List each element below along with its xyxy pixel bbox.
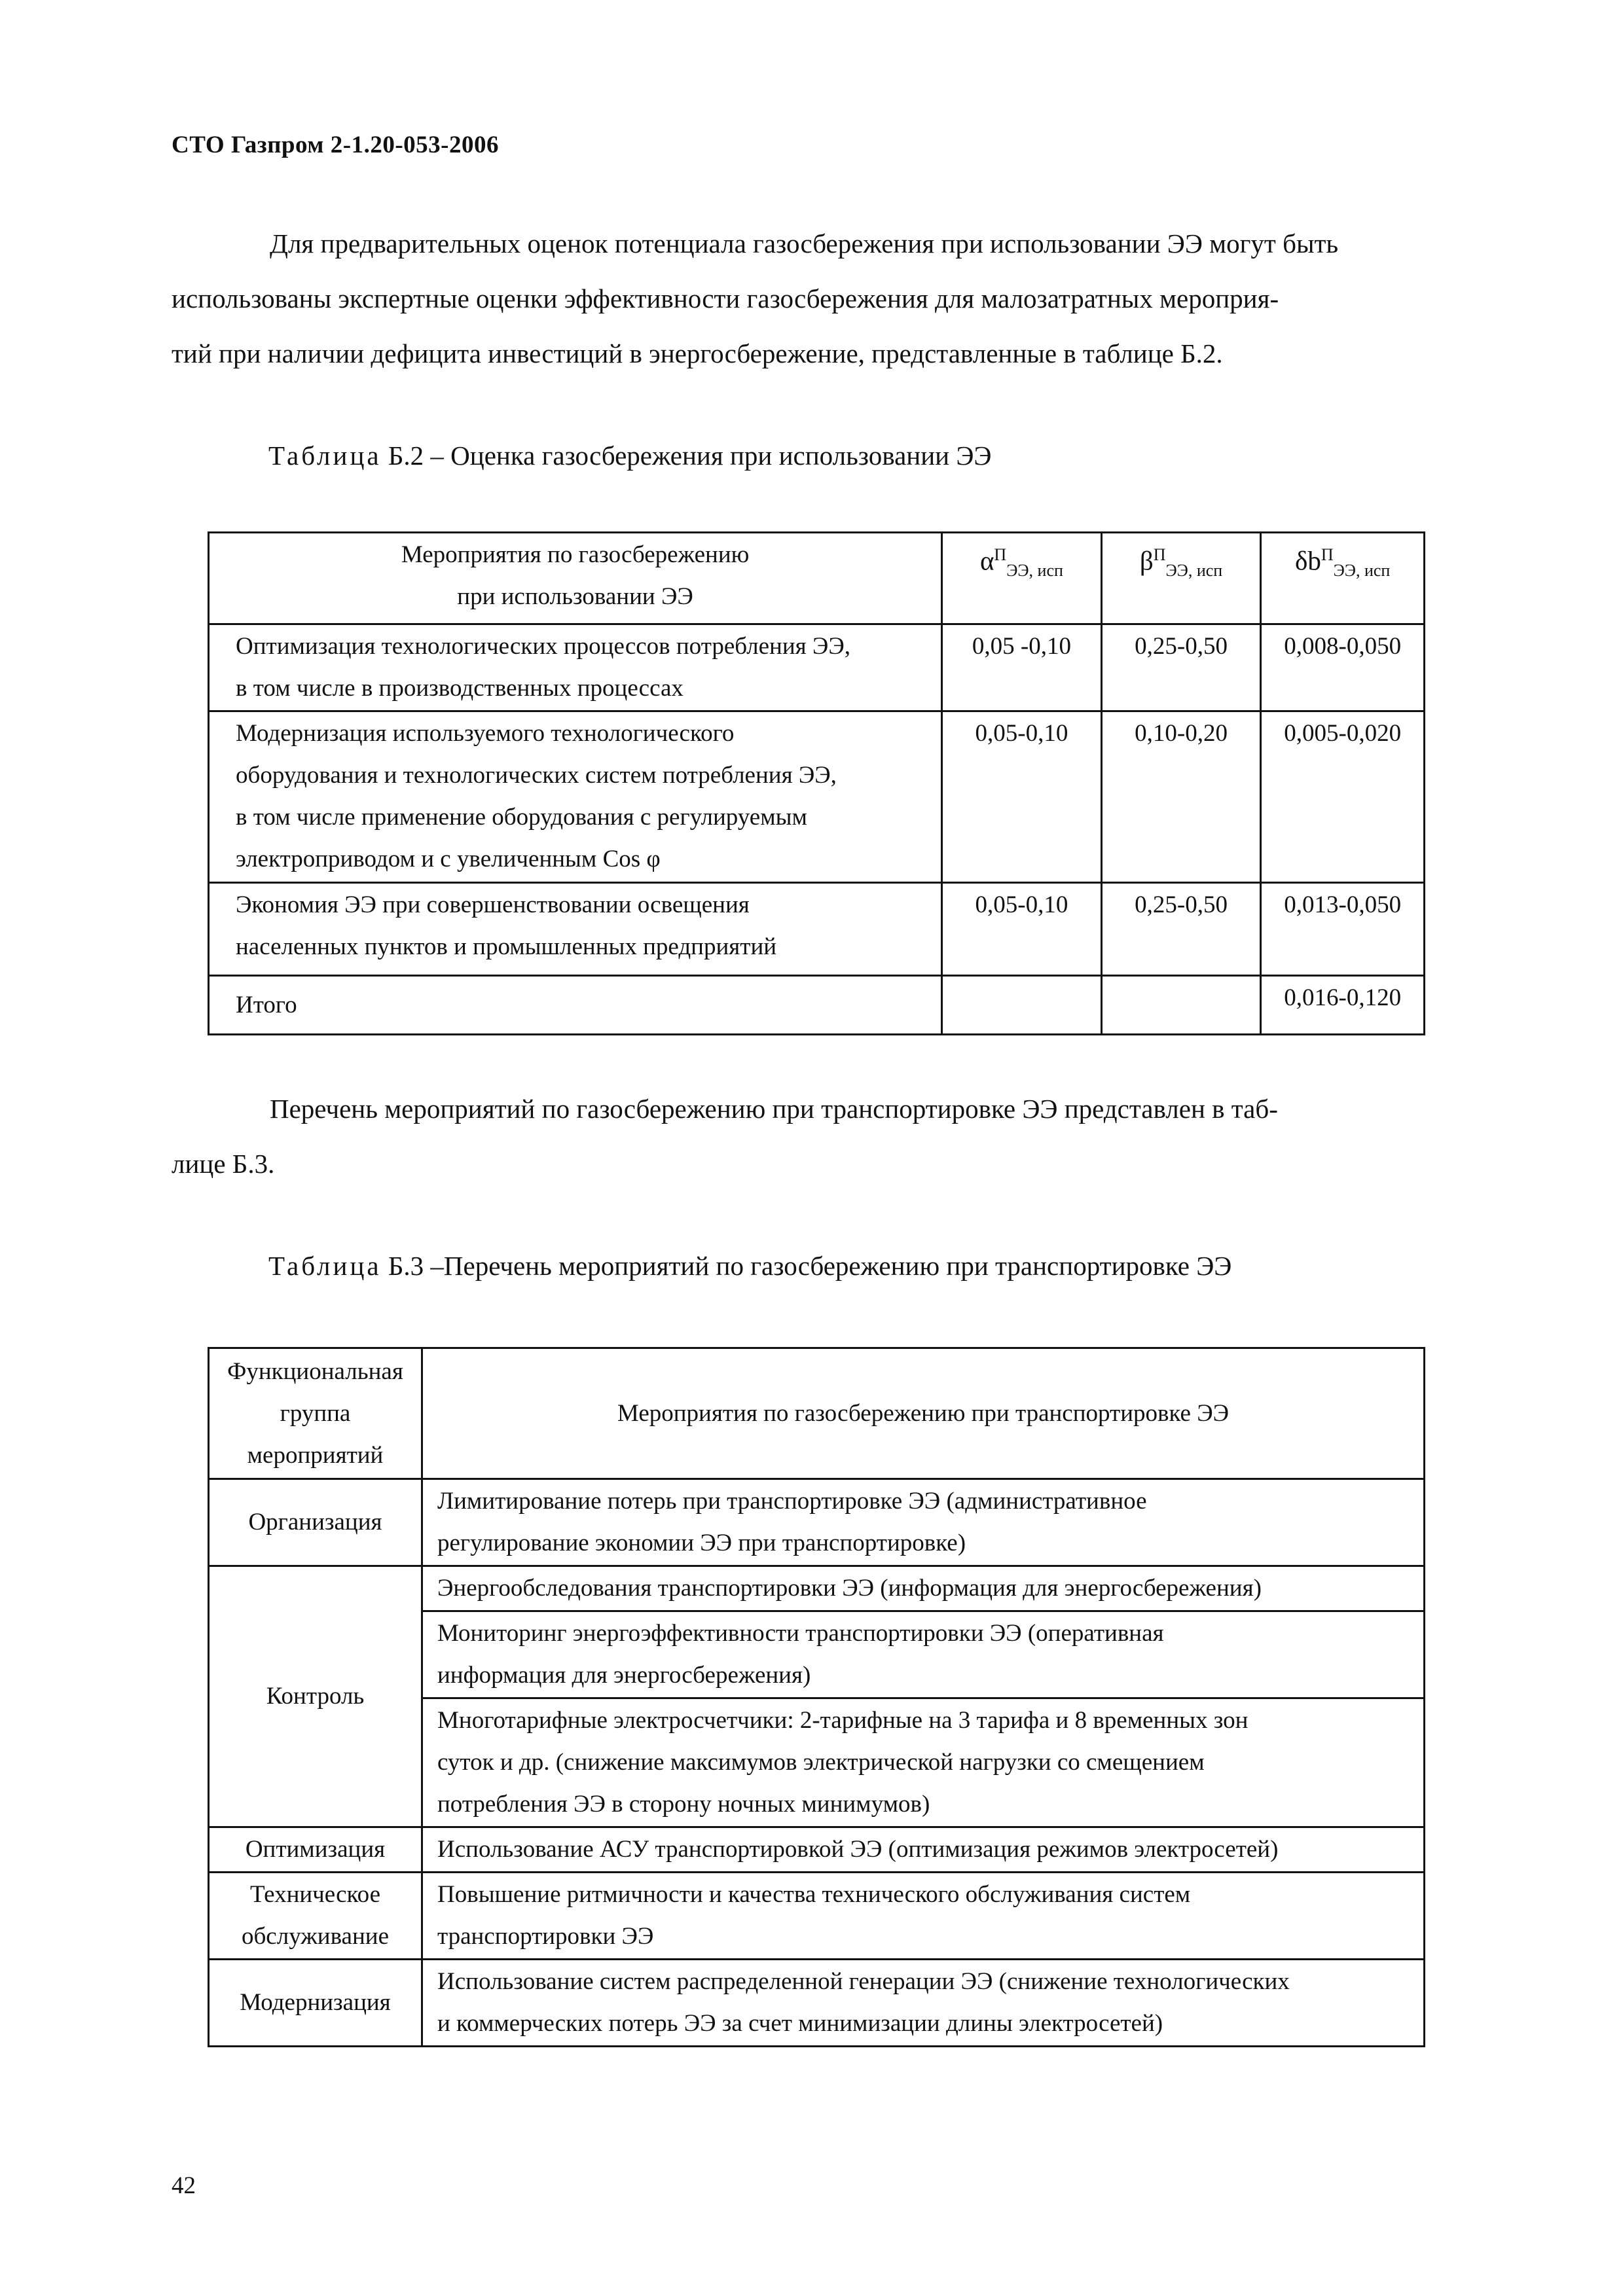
table-b2-total-row xyxy=(209,976,1425,1035)
group-line: обслуживание xyxy=(241,1923,390,1950)
beta-cell: 0,10-0,20 xyxy=(1101,711,1261,883)
measure-line: Оптимизация технологических процессов потребления ЭЭ, xyxy=(236,633,851,660)
intro-line-3: тий при наличии дефицита инвестиций в энергосбережение, представленные в таблице Б.2. xyxy=(172,338,1223,368)
table-b3-caption xyxy=(268,1250,1231,1282)
group-cell-control: Контроль xyxy=(209,1566,422,1827)
delta-b-cell: 0,005-0,020 xyxy=(1261,711,1425,883)
delta-b-sup: П xyxy=(1321,545,1334,564)
intro-line-2: использованы экспертные оценки эффективности газосбережения для малозатратных мероприя- xyxy=(172,283,1279,314)
transport-paragraph xyxy=(172,1081,1455,1191)
measure-line: Мониторинг энергоэффективности транспортировки ЭЭ (оперативная xyxy=(437,1620,1164,1647)
table-b3-header-row xyxy=(209,1348,1425,1479)
table-b2-header-row xyxy=(209,533,1425,624)
transport-line-2: лице Б.3. xyxy=(172,1149,275,1179)
alpha-cell: 0,05-0,10 xyxy=(942,883,1102,976)
table-b2-header-measures xyxy=(209,533,942,624)
alpha-sup: П xyxy=(994,545,1007,564)
measure-line: населенных пунктов и промышленных предприятий xyxy=(236,933,777,960)
delta-b-cell: 0,013-0,050 xyxy=(1261,883,1425,976)
measure-line: электроприводом и с увеличенным Cos φ xyxy=(236,846,661,872)
table-b3-caption-text: Б.3 –Перечень мероприятий по газосбережению при транспортировке ЭЭ xyxy=(381,1251,1232,1281)
measure-line: Использование систем распределенной генерации ЭЭ (снижение технологических xyxy=(437,1968,1290,1995)
measure-line: Модернизация используемого технологического xyxy=(236,720,735,747)
table-b2-caption-text: Б.2 – Оценка газосбережения при использовании ЭЭ xyxy=(381,440,992,471)
alpha-symbol: α xyxy=(979,545,994,576)
group-cell-optimization: Оптимизация xyxy=(209,1827,422,1873)
measure-cell xyxy=(422,1873,1425,1960)
table-b2 xyxy=(208,531,1425,1035)
measure-cell xyxy=(209,883,942,976)
header-measures-line-2: при использовании ЭЭ xyxy=(457,583,693,610)
group-line: Техническое xyxy=(249,1881,381,1908)
alpha-sub: ЭЭ, исп xyxy=(1006,560,1063,580)
intro-paragraph xyxy=(172,216,1455,381)
total-alpha xyxy=(942,976,1102,1035)
beta-symbol: β xyxy=(1139,545,1154,576)
delta-b-symbol: δb xyxy=(1295,545,1321,576)
measure-line: Использование АСУ транспортировкой ЭЭ (оптимизация режимов электросетей) xyxy=(437,1836,1279,1863)
table-b2-header-delta-b xyxy=(1261,533,1425,624)
measure-line: в том числе применение оборудования с регулируемым xyxy=(236,804,807,831)
measure-line: Повышение ритмичности и качества технического обслуживания систем xyxy=(437,1881,1191,1908)
table-row xyxy=(209,1960,1425,2047)
table-row xyxy=(209,1827,1425,1873)
beta-sub: ЭЭ, исп xyxy=(1165,560,1223,580)
measure-cell xyxy=(209,711,942,883)
delta-b-cell: 0,008-0,050 xyxy=(1261,624,1425,711)
transport-line-1: Перечень мероприятий по газосбережению при транспортировке ЭЭ представлен в таб- xyxy=(270,1094,1278,1124)
measure-line: Лимитирование потерь при транспортировке ЭЭ (административное xyxy=(437,1488,1147,1515)
measure-line: в том числе в производственных процессах xyxy=(236,675,684,702)
group-cell-organization: Организация xyxy=(209,1479,422,1566)
table-row xyxy=(209,1479,1425,1566)
header-measures-line-1: Мероприятия по газосбережению xyxy=(401,541,750,568)
measure-cell xyxy=(422,1827,1425,1873)
table-b3 xyxy=(208,1347,1425,2047)
beta-cell: 0,25-0,50 xyxy=(1101,624,1261,711)
measure-line: Энергообследования транспортировки ЭЭ (информация для энергосбережения) xyxy=(437,1575,1262,1602)
header-group-line-3: мероприятий xyxy=(247,1441,384,1469)
measure-line: Многотарифные электросчетчики: 2-тарифные на 3 тарифа и 8 временных зон xyxy=(437,1707,1249,1734)
measure-line: потребления ЭЭ в сторону ночных минимумов) xyxy=(437,1791,930,1818)
table-row xyxy=(209,1566,1425,1611)
table-b2-caption-label: Таблица xyxy=(268,440,382,471)
alpha-cell: 0,05-0,10 xyxy=(942,711,1102,883)
table-row xyxy=(209,624,1425,711)
measure-line: суток и др. (снижение максимумов электрической нагрузки со смещением xyxy=(437,1749,1205,1776)
delta-b-sub: ЭЭ, исп xyxy=(1333,560,1391,580)
measure-line: регулирование экономии ЭЭ при транспортировке) xyxy=(437,1530,966,1556)
total-beta xyxy=(1101,976,1261,1035)
table-b2-header-beta xyxy=(1101,533,1261,624)
table-row xyxy=(209,711,1425,883)
measure-cell xyxy=(422,1960,1425,2047)
measure-line: оборудования и технологических систем потребления ЭЭ, xyxy=(236,762,837,789)
measure-line: и коммерческих потерь ЭЭ за счет минимизации длины электросетей) xyxy=(437,2010,1163,2037)
measure-cell xyxy=(422,1611,1425,1698)
measure-line: Экономия ЭЭ при совершенствовании освещения xyxy=(236,891,750,918)
alpha-cell: 0,05 -0,10 xyxy=(942,624,1102,711)
table-b3-header-measures: Мероприятия по газосбережению при транспортировке ЭЭ xyxy=(422,1348,1425,1479)
measure-cell xyxy=(209,624,942,711)
table-b2-header-alpha xyxy=(942,533,1102,624)
table-b2-caption xyxy=(268,440,991,471)
group-cell-modernization: Модернизация xyxy=(209,1960,422,2047)
table-b3-caption-label: Таблица xyxy=(268,1251,382,1281)
table-b3-header-group xyxy=(209,1348,422,1479)
beta-cell: 0,25-0,50 xyxy=(1101,883,1261,976)
group-cell-maintenance xyxy=(209,1873,422,1960)
page-number: 42 xyxy=(172,2172,196,2199)
measure-cell xyxy=(422,1479,1425,1566)
beta-sup: П xyxy=(1153,545,1166,564)
total-label: Итого xyxy=(209,976,942,1035)
measure-line: информация для энергосбережения) xyxy=(437,1662,811,1689)
table-row xyxy=(209,883,1425,976)
header-group-line-1: Функциональная xyxy=(227,1357,403,1385)
measure-line: транспортировки ЭЭ xyxy=(437,1923,654,1950)
header-group-line-2: группа xyxy=(280,1399,351,1427)
table-row xyxy=(209,1873,1425,1960)
document-code-header: СТО Газпром 2-1.20-053-2006 xyxy=(172,132,499,158)
total-delta-b: 0,016-0,120 xyxy=(1261,976,1425,1035)
intro-line-1: Для предварительных оценок потенциала газосбережения при использовании ЭЭ могут быть xyxy=(270,228,1339,259)
measure-cell xyxy=(422,1566,1425,1611)
measure-cell xyxy=(422,1698,1425,1827)
